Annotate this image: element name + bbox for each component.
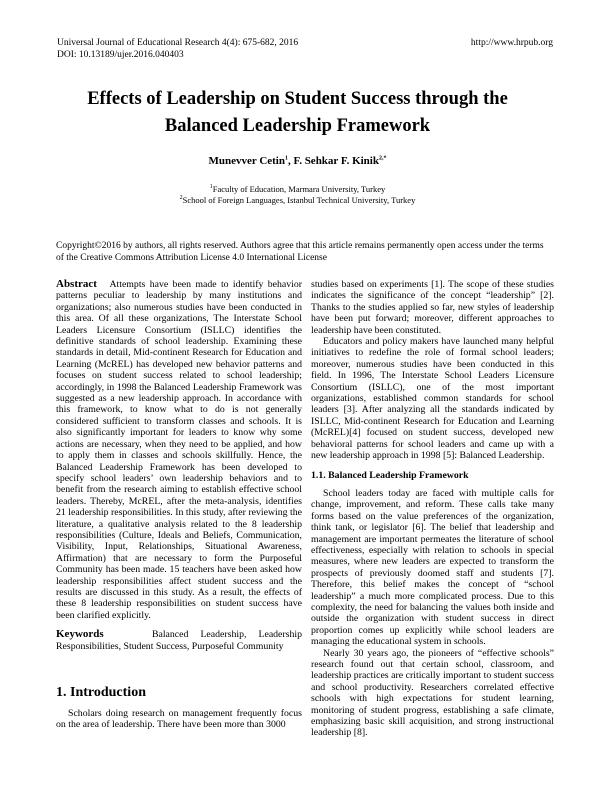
running-header	[57, 37, 298, 61]
doi: DOI: 10.13189/ujer.2016.040403	[57, 50, 184, 60]
author-2: F. Sehkar F. Kinik	[293, 155, 379, 167]
author-1: Munevver Cetin	[208, 155, 285, 167]
journal-citation: Universal Journal of Educational Research 4(4): 675-682, 2016	[57, 38, 299, 48]
author-2-sup: 2,*	[378, 155, 387, 162]
abstract-text: Attempts have been made to identify behavior patterns peculiar to leadership by many institutions and organizations; also numerous studies have been conducted in this area. Of all these organizations, The Interstate School Leaders Licensure Consortium (ISLLC) identifies the definitive standards of school leadership. Examining these standards in detail, Mid-continent Research for Education and Learning (McREL) has developed new behavior patterns and focuses on student success related to school leadership; accordingly, in 1998 the Balanced Leadership Framework was suggested as a new leadership approach. In accordance with this framework, to know what to do is not generally considered sufficient to transform classes and schools. It is also significantly important for leaders to know why some actions are necessary, when they need to be applied, and how to apply them in classes and schools skillfully. Hence, the Balanced Leadership Framework has been developed to specify school leaders’ own leadership behaviors and to benefit from the research aiming to establish effective school leaders. Thereby, McREL, after the meta-analysis, identifies 21 leadership responsibilities. In this study, after reviewing the literature, a qualitative analysis related to the 8 leadership responsibilities (Culture, Ideals and Beliefs, Communication, Visibility, Input, Relationships, Situational Awareness, Affirmation) that are necessary to form the Purposeful Community has been made. 15 teachers have been asked how leadership responsibilities affect student success and the results are discussed in this study. As a result, the effects of these 8 leadership responsibilities on student success have been clarified explicitly.	[56, 279, 302, 621]
section-heading-introduction: 1. Introduction	[56, 685, 146, 700]
abstract-label: Abstract	[56, 278, 97, 290]
affiliations	[40, 184, 555, 206]
keywords-text: Balanced Leadership, Leadership Responsibilities, Student Success, Purposeful Community	[56, 629, 303, 652]
intro-paragraph	[56, 708, 302, 731]
affiliation-2-sup: 2	[179, 195, 183, 202]
author-separator: ,	[287, 155, 294, 167]
title-line-2: Balanced Leadership Framework	[164, 116, 431, 136]
affiliation-1-sup: 1	[209, 184, 213, 191]
right-paragraph-3: School leaders today are faced with multiple calls for change, improvement, and reform. These calls take many forms based on the value preferences of the organization, think tank, or legislator [6]. The belief that leadership and management are important permeates the literature of school effectiveness, especially with relation to schools in special measures, where new leaders are expected to transform the prospects of previously doomed staff and students [7]. Therefore, this belief makes the concept of “school leadership” a much more complicated process. Due to this complexity, the need for balancing the values both inside and outside the organization with student success in direct proportion comes up explicitly while school leaders are managing the educational system in schools.	[311, 487, 554, 648]
subsection-heading: 1.1. Balanced Leadership Framework	[311, 469, 469, 481]
keywords-label: Keywords	[56, 628, 104, 641]
affiliation-2	[40, 195, 555, 206]
affiliation-2-text: School of Foreign Languages, Istanbul Technical University, Turkey	[182, 195, 416, 205]
paper-title	[40, 86, 555, 140]
author-1-sup: 1	[284, 155, 288, 162]
title-line-1: Effects of Leadership on Student Success through the	[87, 89, 508, 109]
journal-url[interactable]: http://www.hrpub.org	[470, 38, 553, 48]
right-paragraph-2: Educators and policy makers have launched many helpful initiatives to redefine the role of formal school leaders; moreover, numerous studies have been conducted in this field. In 1996, The Interstate School Leaders Licensure Consortium (ISLLC), one of the most important organizations, established common standards for school leaders [3]. After analyzing all the standards indicated by ISLLC, Mid-continent Research for Education and Learning (McREL)[4] focused on student success, developed new behavioral patterns for school leaders and came up with a new leadership approach in 1998 [5]: Balanced Leadership.	[311, 336, 554, 462]
intro-text: Scholars doing research on management frequently focus on the area of leadership. There have been more than 3000	[56, 708, 302, 731]
copyright-notice: Copyright©2016 by authors, all rights reserved. Authors agree that this article remains permanently open access under the terms of the Creative Commons Attribution License 4.0 International License	[56, 241, 544, 263]
right-paragraph-1: studies based on experiments [1]. The scope of these studies indicates the significance of the concept “leadership” [2]. Thanks to the studies applied so far, new styles of leadership have been put forward; moreover, different approaches to leadership have been constituted.	[311, 279, 554, 336]
affiliation-1	[40, 184, 555, 195]
left-column	[56, 279, 302, 652]
abstract	[56, 279, 302, 621]
right-column	[311, 279, 554, 739]
right-paragraph-4: Nearly 30 years ago, the pioneers of “effective schools” research found out that certain school, classroom, and leadership practices are critically important to student success and school productivity. Researchers correlated effective schools with high expectations for student learning, monitoring of student progress, establishing a safe climate, emphasizing basic skill acquisition, and strong instructional leadership [8].	[311, 647, 554, 739]
affiliation-1-text: Faculty of Education, Marmara University, Turkey	[212, 184, 386, 194]
keywords	[56, 629, 302, 652]
author-list	[40, 155, 555, 167]
